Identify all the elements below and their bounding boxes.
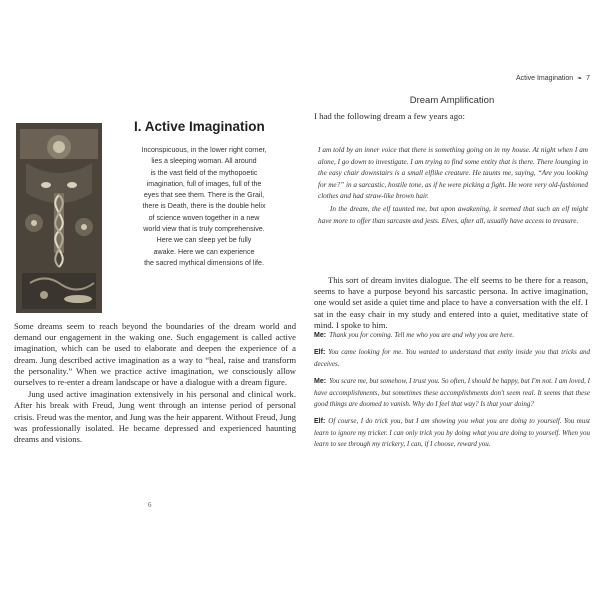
right-body-text [314,275,588,331]
dialogue-line [314,330,590,341]
left-body-text [14,321,296,445]
dream-account [318,145,588,227]
dialogue-speaker: Me: [314,378,327,386]
dream-paragraph: In the dream, the elf taunted me, but upon awakening, it seemed that such an elf might have more to offer than sarcasm and jests. Elves, after all, usually have access to treasure. [318,204,588,225]
dialogue-text: Of course, I do trick you, but I am showing you what you are doing to yourself. You must learn to ignore my tricker. I can only trick you by doing what you are doing to yourself. When you learn to see through my trickery, I can, if I choose, reward you. [314,417,590,449]
dialogue-line [314,416,590,450]
paragraph: Some dreams seem to reach beyond the boundaries of the dream world and demand our engagement in the waking one. Such engagement is called active imagination, which can be used to elaborate and deepen the experience of a dream. Jung described active imagination as a way to “heal, raise and transform the personality.” When we practice active imagination, we consciously allow ourselves to re-enter a dream landscape or have a dialogue with a dream figure. [14,321,296,388]
intro-line: Here we can sleep yet be fully [156,236,252,245]
dialogue-text: Thank you for coming. Tell me who you are and why you are here. [329,331,515,339]
dialogue-line [314,376,590,410]
intro-line: eyes that see them. There is the Grail, [143,191,265,200]
dialogue-line [314,347,590,370]
intro-line: there is Death, there is the double helix [142,202,266,211]
intro-line: awake. Here we can experience [153,247,255,256]
running-page-number: 7 [586,75,590,82]
intro-line: Inconspicuous, in the lower right corner, [141,146,267,154]
dialogue-text: You scare me, but somehow, I trust you. So often, I should be happy, but I'm not. I am loved, I have accomplishments, but sometimes these accomplishments don't seem real. It seems that these good things are doomed to vanish. Why do I feel that way? Is that your doing? [314,377,590,409]
chapter-title: I. Active Imagination [134,119,265,134]
intro-line: is the vast field of the mythopoetic [150,168,258,177]
intro-line: imagination, full of images, full of the [146,179,262,188]
dialogue [314,330,590,457]
lead-sentence: I had the following dream a few years ago: [314,111,465,121]
dialogue-speaker: Elf: [314,418,326,426]
dialogue-text: You came looking for me. You wanted to understand that entity inside you that tricks and deceives. [314,348,590,368]
mythopoetic-illustration [16,123,102,313]
running-head [516,75,590,82]
intro-line: of science woven together in a new [148,213,260,222]
dialogue-speaker: Elf: [314,349,326,357]
intro-line: world view that is truly comprehensive. [143,225,265,234]
section-title: Dream Amplification [409,95,495,106]
dialogue-speaker: Me: [314,332,327,339]
chapter-intro [112,145,296,269]
left-page [10,75,298,525]
dream-paragraph: I am told by an inner voice that there is something going on in my house. At night when I am alone, I go down to investigate. I am trying to find some entity that is there. There lounging in the easy chair downstairs is a small elflike creature. He taunts me, saying, “Are you looking for me?” in a sarcastic, hostile tone, as if he were picking a fight. He wore very old-fashioned clothes and had straw-like brown hair. [318,146,588,201]
right-page [314,75,590,525]
running-head-title: Active Imagination [515,75,574,82]
intro-line: the sacred mythical dimensions of life. [144,258,264,267]
paragraph: Jung used active imagination extensively in his personal and clinical work. After his break with Freud, Jung went through an intense period of personal crisis. Freud was the mentor, and Jung was the heir apparent. Without Freud, Jung was professionally isolated. He became depressed and experienced haunting dreams and visions. [14,389,296,445]
paragraph: This sort of dream invites dialogue. The elf seems to be there for a reason, seems to have a purpose beyond his sarcastic persona. In active imagination, one would set aside a quiet time and place to have a conversation with the elf. I sat in the easy chair in my study and entered into a quiet, meditative state of mind. I spoke to him. [314,275,588,330]
page-number: 6 [148,501,152,509]
fleuron-icon: ❧ [577,76,583,82]
intro-line: lies a sleeping woman. All around [151,157,257,166]
